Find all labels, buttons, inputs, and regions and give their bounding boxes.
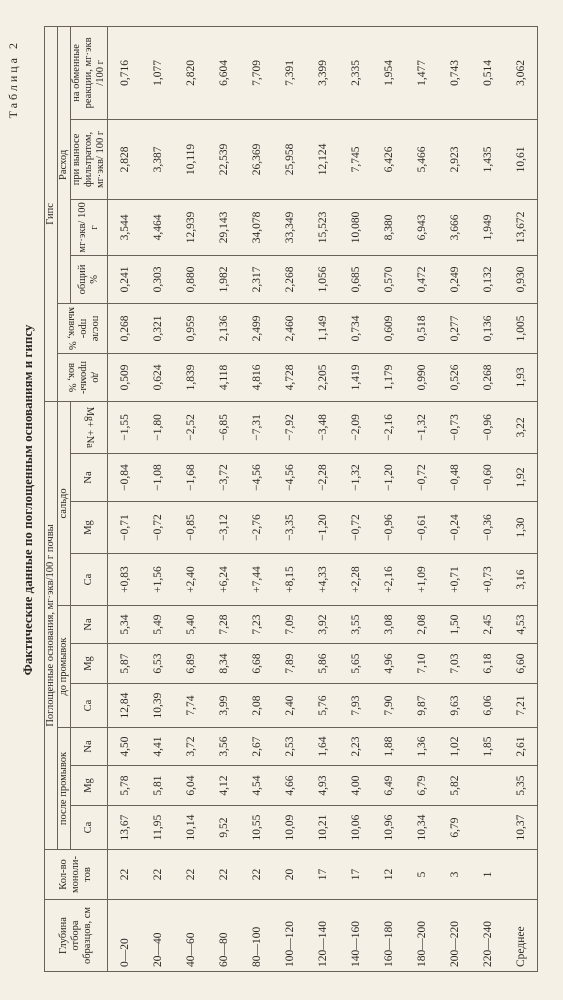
cell-saldo-mg: −0,85 — [174, 502, 207, 554]
cell-gypsum-after: 1,005 — [504, 303, 538, 353]
cell-gypsum-before: 4,728 — [273, 353, 306, 401]
header-before-washing: до промывок — [58, 606, 71, 728]
cell-after-ca: 10,96 — [372, 806, 405, 850]
cell-count: 22 — [207, 850, 240, 900]
cell-consumption-exchange: 3,399 — [306, 26, 339, 119]
cell-saldo-mg: −0,36 — [471, 502, 504, 554]
cell-saldo-mg: −2,76 — [240, 502, 273, 554]
cell-count: 17 — [339, 850, 372, 900]
cell-saldo-mg: −1,20 — [306, 502, 339, 554]
cell-count: 22 — [174, 850, 207, 900]
cell-after-mg: 6,04 — [174, 766, 207, 806]
cell-after-ca: 10,34 — [405, 806, 438, 850]
cell-gypsum-after: 0,518 — [405, 303, 438, 353]
cell-consumption-filtrate: 25,958 — [273, 119, 306, 199]
cell-depth: 160—180 — [372, 900, 405, 972]
cell-consumption-filtrate: 6,426 — [372, 119, 405, 199]
cell-consumption-exchange: 2,335 — [339, 26, 372, 119]
cell-consumption-filtrate: 22,539 — [207, 119, 240, 199]
cell-saldo-mg: −0,72 — [339, 502, 372, 554]
cell-saldo-na: −1,20 — [372, 454, 405, 502]
cell-gypsum-after: 0,277 — [438, 303, 471, 353]
header-count: Кол-во моноли- тов — [45, 850, 108, 900]
cell-gypsum-after: 0,959 — [174, 303, 207, 353]
cell-before-na: 3,55 — [339, 606, 372, 644]
cell-before-ca: 3,99 — [207, 684, 240, 728]
header-gypsum-after — [58, 303, 108, 353]
cell-consumption-exchange: 1,954 — [372, 26, 405, 119]
header-before-ca: Ca — [71, 684, 108, 728]
cell-saldo-na: −0,84 — [108, 454, 142, 502]
cell-before-ca: 7,93 — [339, 684, 372, 728]
cell-saldo-na: −0,60 — [471, 454, 504, 502]
header-before-na: Na — [71, 606, 108, 644]
table-row — [273, 26, 306, 971]
cell-count: 1 — [471, 850, 504, 900]
cell-consumption-exchange: 7,709 — [240, 26, 273, 119]
cell-before-ca: 12,84 — [108, 684, 142, 728]
header-after-washing: после промывок — [58, 728, 71, 850]
cell-after-mg: 6,49 — [372, 766, 405, 806]
cell-after-mg: 4,12 — [207, 766, 240, 806]
cell-depth: 200—220 — [438, 900, 471, 972]
cell-gypsum-before: 2,205 — [306, 353, 339, 401]
header-saldo-mgna-text: Mg+ +Na — [84, 406, 95, 449]
cell-gypsum-total-pct: 2,317 — [240, 255, 273, 303]
cell-gypsum-total-pct: 0,930 — [504, 255, 538, 303]
header-gypsum-after-text: после про- мывок, % — [65, 306, 101, 350]
cell-saldo-ca: +4,33 — [306, 554, 339, 606]
cell-gypsum-total-pct: 0,132 — [471, 255, 504, 303]
header-after-ca: Ca — [71, 806, 108, 850]
cell-saldo-ca: +0,71 — [438, 554, 471, 606]
cell-consumption-filtrate: 3,387 — [141, 119, 174, 199]
cell-saldo-ca: +6,24 — [207, 554, 240, 606]
table-row — [240, 26, 273, 971]
cell-after-na: 2,23 — [339, 728, 372, 766]
cell-saldo-ca: +1,56 — [141, 554, 174, 606]
cell-saldo-ca: +0,73 — [471, 554, 504, 606]
cell-before-na: 2,45 — [471, 606, 504, 644]
cell-gypsum-total-mgekv: 1,949 — [471, 199, 504, 255]
cell-saldo-mgna: −2,16 — [372, 401, 405, 453]
cell-count: 22 — [240, 850, 273, 900]
cell-after-na: 3,72 — [174, 728, 207, 766]
cell-saldo-ca: +0,83 — [108, 554, 142, 606]
cell-consumption-filtrate: 10,61 — [504, 119, 538, 199]
header-total-pct — [71, 255, 108, 303]
cell-before-ca: 2,08 — [240, 684, 273, 728]
cell-before-ca: 7,74 — [174, 684, 207, 728]
cell-saldo-mgna: −7,92 — [273, 401, 306, 453]
cell-after-mg: 5,82 — [438, 766, 471, 806]
cell-saldo-mgna: −2,52 — [174, 401, 207, 453]
cell-saldo-ca: +1,09 — [405, 554, 438, 606]
cell-gypsum-total-mgekv: 34,078 — [240, 199, 273, 255]
header-pct-label: % — [89, 275, 100, 284]
cell-before-ca: 10,39 — [141, 684, 174, 728]
cell-count: 12 — [372, 850, 405, 900]
cell-consumption-filtrate: 2,828 — [108, 119, 142, 199]
cell-gypsum-total-mgekv: 13,672 — [504, 199, 538, 255]
header-exchange: на обменные реакции, мг·экв /100 г — [71, 26, 108, 119]
table-row — [405, 26, 438, 971]
cell-after-mg: 4,54 — [240, 766, 273, 806]
cell-after-mg: 5,81 — [141, 766, 174, 806]
cell-before-ca: 6,06 — [471, 684, 504, 728]
table-row — [471, 26, 504, 971]
header-gypsum-before — [58, 353, 108, 401]
table-row — [372, 26, 405, 971]
header-after-na: Na — [71, 728, 108, 766]
header-consumption: Расход — [58, 26, 71, 303]
cell-depth: 100—120 — [273, 900, 306, 972]
cell-saldo-mg: 1,30 — [504, 502, 538, 554]
cell-after-mg: 5,78 — [108, 766, 142, 806]
table-row — [207, 26, 240, 971]
cell-before-mg: 6,18 — [471, 644, 504, 684]
table-row — [438, 26, 471, 971]
cell-gypsum-before: 0,990 — [405, 353, 438, 401]
cell-after-ca: 10,37 — [504, 806, 538, 850]
cell-saldo-mg: −0,61 — [405, 502, 438, 554]
cell-after-na: 1,88 — [372, 728, 405, 766]
cell-saldo-na: −1,68 — [174, 454, 207, 502]
cell-gypsum-after: 0,268 — [108, 303, 142, 353]
cell-gypsum-before: 0,526 — [438, 353, 471, 401]
cell-after-ca: 10,55 — [240, 806, 273, 850]
cell-consumption-filtrate: 12,124 — [306, 119, 339, 199]
cell-after-ca: 13,67 — [108, 806, 142, 850]
cell-before-ca: 9,87 — [405, 684, 438, 728]
cell-saldo-ca: +7,44 — [240, 554, 273, 606]
header-bases-group: Поглощенные основания, мг·экв/100 г почвы — [45, 401, 58, 849]
cell-saldo-ca: +8,15 — [273, 554, 306, 606]
cell-gypsum-after: 1,149 — [306, 303, 339, 353]
cell-before-ca: 9,63 — [438, 684, 471, 728]
cell-gypsum-before: 1,419 — [339, 353, 372, 401]
table-row — [339, 26, 372, 971]
cell-consumption-exchange: 6,604 — [207, 26, 240, 119]
header-depth: Глубина отбора образцов, см — [45, 900, 108, 972]
cell-count: 17 — [306, 850, 339, 900]
cell-gypsum-before: 0,268 — [471, 353, 504, 401]
cell-gypsum-total-mgekv: 15,523 — [306, 199, 339, 255]
cell-before-mg: 6,60 — [504, 644, 538, 684]
cell-depth: 180—200 — [405, 900, 438, 972]
table-row — [306, 26, 339, 971]
cell-before-na: 5,34 — [108, 606, 142, 644]
header-before-mg: Mg — [71, 644, 108, 684]
cell-depth: 220—240 — [471, 900, 504, 972]
cell-saldo-mgna: −1,55 — [108, 401, 142, 453]
cell-saldo-ca: +2,40 — [174, 554, 207, 606]
cell-before-mg: 5,65 — [339, 644, 372, 684]
cell-depth: 80—100 — [240, 900, 273, 972]
cell-after-ca: 10,06 — [339, 806, 372, 850]
cell-saldo-mg: −3,12 — [207, 502, 240, 554]
cell-before-mg: 6,68 — [240, 644, 273, 684]
header-saldo: сальдо — [58, 401, 71, 605]
cell-before-na: 7,23 — [240, 606, 273, 644]
cell-depth: 20—40 — [141, 900, 174, 972]
cell-after-na: 1,85 — [471, 728, 504, 766]
cell-saldo-ca: 3,16 — [504, 554, 538, 606]
cell-after-ca: 10,21 — [306, 806, 339, 850]
cell-gypsum-before: 4,816 — [240, 353, 273, 401]
cell-gypsum-total-pct: 0,880 — [174, 255, 207, 303]
cell-saldo-mgna: −3,48 — [306, 401, 339, 453]
cell-gypsum-before: 0,624 — [141, 353, 174, 401]
cell-depth: Среднее — [504, 900, 538, 972]
cell-consumption-filtrate: 1,435 — [471, 119, 504, 199]
cell-after-na: 2,53 — [273, 728, 306, 766]
cell-count — [504, 850, 538, 900]
cell-before-na: 4,53 — [504, 606, 538, 644]
cell-gypsum-total-mgekv: 3,544 — [108, 199, 142, 255]
cell-after-mg: 5,35 — [504, 766, 538, 806]
cell-before-mg: 7,03 — [438, 644, 471, 684]
cell-saldo-mg: −0,71 — [108, 502, 142, 554]
cell-saldo-mgna: 3,22 — [504, 401, 538, 453]
cell-gypsum-before: 1,179 — [372, 353, 405, 401]
cell-before-na: 5,40 — [174, 606, 207, 644]
cell-after-na: 1,02 — [438, 728, 471, 766]
cell-after-na: 2,67 — [240, 728, 273, 766]
cell-gypsum-total-mgekv: 6,943 — [405, 199, 438, 255]
cell-gypsum-total-mgekv: 4,464 — [141, 199, 174, 255]
cell-gypsum-total-mgekv: 29,143 — [207, 199, 240, 255]
table-row — [141, 26, 174, 971]
cell-after-ca: 11,95 — [141, 806, 174, 850]
cell-gypsum-total-pct: 0,241 — [108, 255, 142, 303]
cell-saldo-na: −4,56 — [240, 454, 273, 502]
cell-consumption-exchange: 1,477 — [405, 26, 438, 119]
cell-gypsum-after: 0,321 — [141, 303, 174, 353]
cell-gypsum-total-pct: 0,570 — [372, 255, 405, 303]
cell-gypsum-before: 1,93 — [504, 353, 538, 401]
cell-saldo-mg: −0,72 — [141, 502, 174, 554]
cell-consumption-exchange: 3,062 — [504, 26, 538, 119]
cell-consumption-filtrate: 2,923 — [438, 119, 471, 199]
cell-saldo-mgna: −2,09 — [339, 401, 372, 453]
cell-before-ca: 7,21 — [504, 684, 538, 728]
cell-before-na: 3,92 — [306, 606, 339, 644]
cell-consumption-exchange: 0,716 — [108, 26, 142, 119]
cell-saldo-na: −0,48 — [438, 454, 471, 502]
data-table — [44, 26, 538, 972]
table-row — [174, 26, 207, 971]
cell-after-ca: 10,09 — [273, 806, 306, 850]
cell-saldo-na: −4,56 — [273, 454, 306, 502]
cell-after-ca: 9,52 — [207, 806, 240, 850]
cell-after-mg — [471, 766, 504, 806]
header-saldo-mg: Mg — [71, 502, 108, 554]
cell-saldo-na: −2,28 — [306, 454, 339, 502]
cell-after-ca: 10,14 — [174, 806, 207, 850]
cell-consumption-filtrate: 5,466 — [405, 119, 438, 199]
header-gypsum-before-text: до промы- вок, % — [65, 360, 101, 394]
cell-gypsum-total-pct: 1,056 — [306, 255, 339, 303]
cell-depth: 140—160 — [339, 900, 372, 972]
cell-saldo-mgna: −1,32 — [405, 401, 438, 453]
cell-gypsum-total-pct: 0,303 — [141, 255, 174, 303]
cell-gypsum-before: 0,509 — [108, 353, 142, 401]
cell-after-na: 3,56 — [207, 728, 240, 766]
cell-saldo-mgna: −6,85 — [207, 401, 240, 453]
cell-gypsum-after: 0,609 — [372, 303, 405, 353]
cell-after-na: 1,64 — [306, 728, 339, 766]
cell-consumption-exchange: 2,820 — [174, 26, 207, 119]
cell-after-mg: 4,00 — [339, 766, 372, 806]
table-title: Фактические данные по поглощенным основаниям и гипсу — [20, 324, 35, 676]
cell-after-ca: 6,79 — [438, 806, 471, 850]
header-after-mg: Mg — [71, 766, 108, 806]
cell-before-mg: 7,89 — [273, 644, 306, 684]
cell-gypsum-total-pct: 0,685 — [339, 255, 372, 303]
cell-before-na: 7,09 — [273, 606, 306, 644]
cell-saldo-na: 1,92 — [504, 454, 538, 502]
cell-saldo-mgna: −7,31 — [240, 401, 273, 453]
cell-before-mg: 7,10 — [405, 644, 438, 684]
cell-before-ca: 2,40 — [273, 684, 306, 728]
cell-saldo-mgna: −1,80 — [141, 401, 174, 453]
header-saldo-mgna — [71, 401, 108, 453]
cell-after-na: 4,50 — [108, 728, 142, 766]
cell-gypsum-after: 2,460 — [273, 303, 306, 353]
cell-count: 20 — [273, 850, 306, 900]
table-row-average — [504, 26, 538, 971]
cell-before-mg: 8,34 — [207, 644, 240, 684]
cell-before-mg: 5,86 — [306, 644, 339, 684]
cell-gypsum-total-mgekv: 10,080 — [339, 199, 372, 255]
cell-before-na: 3,08 — [372, 606, 405, 644]
cell-gypsum-total-mgekv: 33,349 — [273, 199, 306, 255]
header-gypsum: Гипс — [45, 26, 58, 401]
cell-saldo-mgna: −0,73 — [438, 401, 471, 453]
cell-depth: 60—80 — [207, 900, 240, 972]
cell-consumption-exchange: 7,391 — [273, 26, 306, 119]
cell-gypsum-after: 0,136 — [471, 303, 504, 353]
cell-after-na: 2,61 — [504, 728, 538, 766]
cell-gypsum-total-pct: 0,249 — [438, 255, 471, 303]
cell-after-mg: 6,79 — [405, 766, 438, 806]
cell-after-mg: 4,66 — [273, 766, 306, 806]
cell-gypsum-total-mgekv: 8,380 — [372, 199, 405, 255]
cell-saldo-na: −3,72 — [207, 454, 240, 502]
cell-before-na: 1,50 — [438, 606, 471, 644]
header-total-label: общий — [77, 264, 88, 295]
cell-gypsum-before: 4,118 — [207, 353, 240, 401]
header-saldo-na: Na — [71, 454, 108, 502]
cell-before-na: 7,28 — [207, 606, 240, 644]
cell-depth: 40—60 — [174, 900, 207, 972]
cell-gypsum-total-pct: 1,982 — [207, 255, 240, 303]
header-filtrate: при выносе фильтратом, мг·экв/ 100 г — [71, 119, 108, 199]
cell-consumption-filtrate: 7,745 — [339, 119, 372, 199]
cell-count: 22 — [108, 850, 142, 900]
cell-consumption-filtrate: 26,369 — [240, 119, 273, 199]
cell-before-mg: 5,87 — [108, 644, 142, 684]
cell-count: 22 — [141, 850, 174, 900]
table-body — [108, 26, 538, 971]
cell-gypsum-total-pct: 0,472 — [405, 255, 438, 303]
cell-saldo-na: −0,72 — [405, 454, 438, 502]
cell-gypsum-after: 2,136 — [207, 303, 240, 353]
cell-before-mg: 6,89 — [174, 644, 207, 684]
cell-before-mg: 4,96 — [372, 644, 405, 684]
cell-gypsum-after: 0,734 — [339, 303, 372, 353]
cell-before-na: 5,49 — [141, 606, 174, 644]
cell-gypsum-total-pct: 2,268 — [273, 255, 306, 303]
cell-depth: 0—20 — [108, 900, 142, 972]
cell-after-na: 4,41 — [141, 728, 174, 766]
cell-after-na: 1,36 — [405, 728, 438, 766]
cell-saldo-na: −1,08 — [141, 454, 174, 502]
cell-gypsum-after: 2,499 — [240, 303, 273, 353]
cell-before-ca: 5,76 — [306, 684, 339, 728]
cell-saldo-mg: −0,24 — [438, 502, 471, 554]
cell-before-na: 2,08 — [405, 606, 438, 644]
cell-after-ca — [471, 806, 504, 850]
cell-consumption-filtrate: 10,119 — [174, 119, 207, 199]
cell-consumption-exchange: 0,514 — [471, 26, 504, 119]
header-total-mgekv: мг·экв/ 100 г — [71, 199, 108, 255]
cell-saldo-ca: +2,16 — [372, 554, 405, 606]
cell-gypsum-before: 1,839 — [174, 353, 207, 401]
cell-depth: 120—140 — [306, 900, 339, 972]
cell-count: 5 — [405, 850, 438, 900]
cell-gypsum-total-mgekv: 3,666 — [438, 199, 471, 255]
cell-saldo-mgna: −0,96 — [471, 401, 504, 453]
cell-before-ca: 7,90 — [372, 684, 405, 728]
cell-saldo-ca: +2,28 — [339, 554, 372, 606]
table-caption: Таблица 2 — [6, 40, 20, 119]
cell-saldo-mg: −3,35 — [273, 502, 306, 554]
cell-before-mg: 6,53 — [141, 644, 174, 684]
cell-gypsum-total-mgekv: 12,939 — [174, 199, 207, 255]
cell-saldo-mg: −0,96 — [372, 502, 405, 554]
cell-after-mg: 4,93 — [306, 766, 339, 806]
table-row — [108, 26, 142, 971]
cell-consumption-exchange: 0,743 — [438, 26, 471, 119]
cell-count: 3 — [438, 850, 471, 900]
header-saldo-ca: Ca — [71, 554, 108, 606]
cell-saldo-na: −1,32 — [339, 454, 372, 502]
cell-consumption-exchange: 1,077 — [141, 26, 174, 119]
